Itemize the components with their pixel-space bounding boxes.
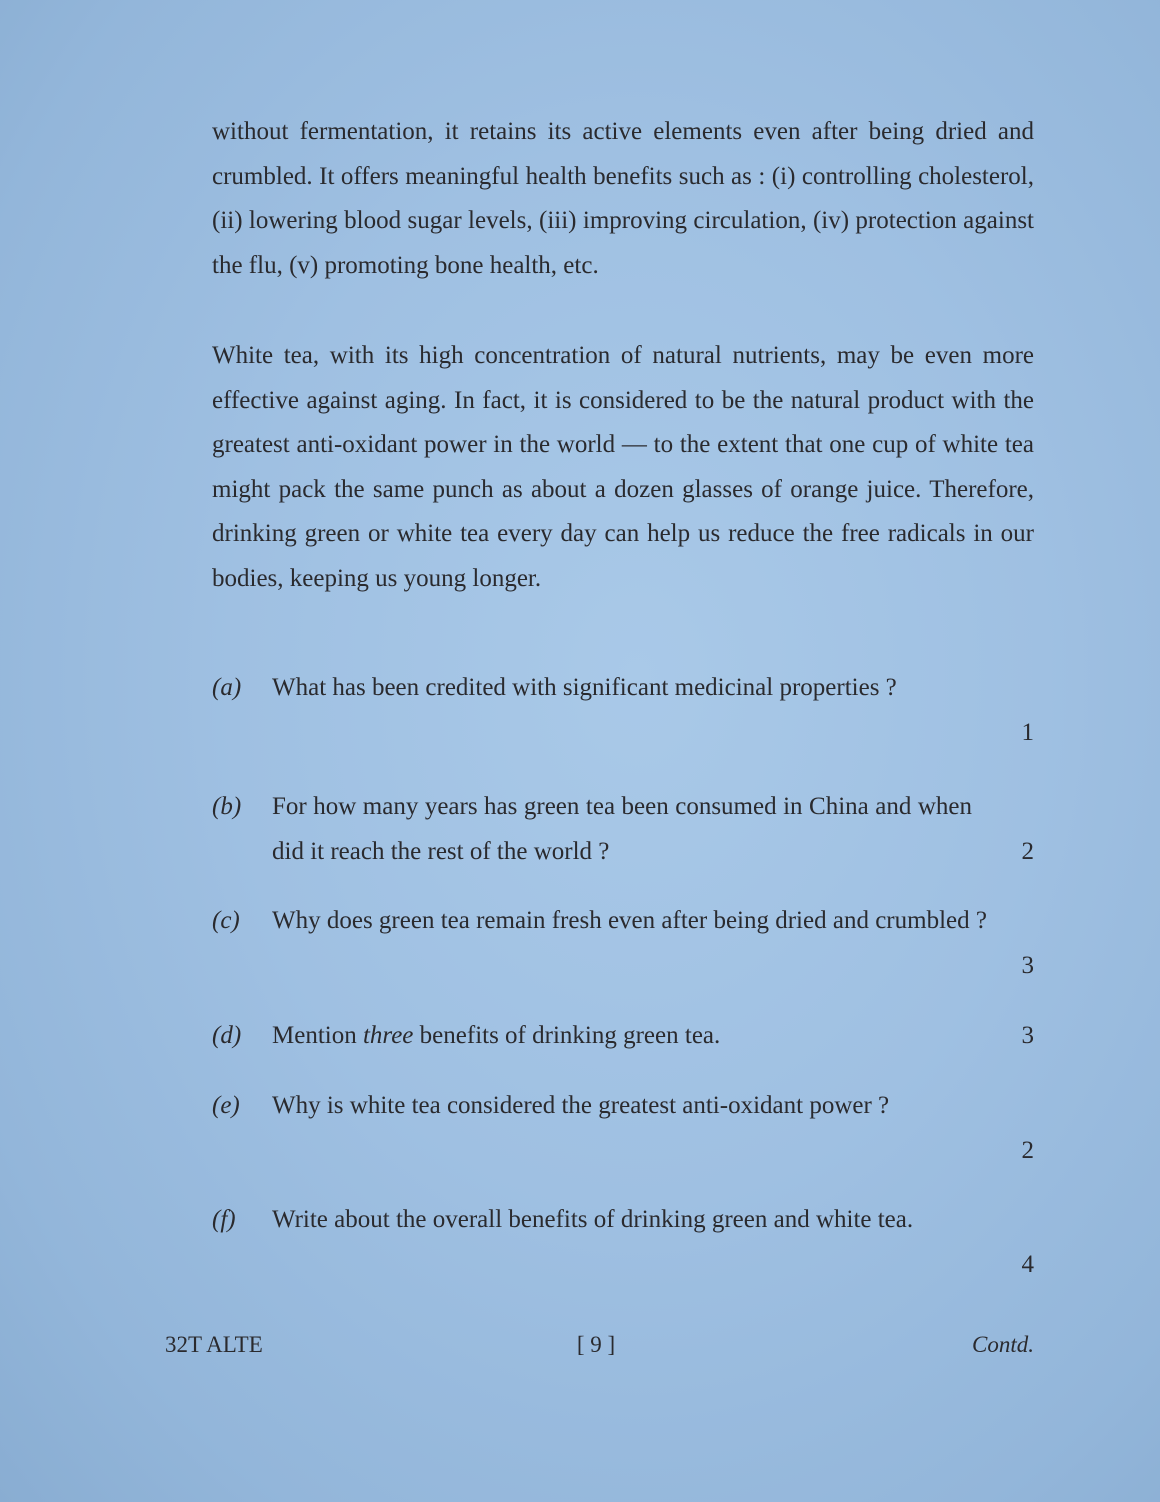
question-label: (b) [212, 793, 242, 820]
question-marks: 2 [1021, 838, 1034, 865]
question-label: (d) [212, 1022, 242, 1049]
question-marks: 2 [1021, 1137, 1034, 1164]
question-text: Write about the overall benefits of drinking green and white tea. [272, 1206, 914, 1233]
question-label: (a) [212, 674, 242, 701]
question-marks: 4 [1021, 1251, 1034, 1278]
question-label: (c) [212, 907, 240, 934]
question-text [272, 1013, 1034, 1058]
question-label: (f) [212, 1206, 236, 1233]
question-marks: 3 [1021, 952, 1034, 979]
question-text-emphasis: three [362, 1022, 414, 1049]
question-marks: 1 [1021, 719, 1034, 746]
question-text: What has been credited with significant medicinal properties ? [272, 674, 897, 701]
paper-code: 32T ALTE [165, 1332, 263, 1357]
question-text: Why does green tea remain fresh even after being dried and crumbled ? [272, 907, 987, 934]
question-text-after: benefits of drinking green tea. [413, 1022, 721, 1049]
question-text: For how many years has green tea been consumed in China and when did it reach the rest of the world ? [272, 793, 972, 865]
passage-paragraph-1: without fermentation, it retains its active elements even after being dried and crumbled. It offers meaningful health benefits such as : (i) controlling cholesterol, (ii) lowering blood sugar levels, (iii) improving circulation, (iv) protection against the flu, (v) promoting bone health, etc. [212, 118, 1034, 279]
question-marks: 3 [1021, 1022, 1034, 1049]
question-text-before: Mention [272, 1022, 363, 1049]
question-text: Why is white tea considered the greatest anti-oxidant power ? [272, 1092, 890, 1119]
page-number: [ 9 ] [576, 1332, 616, 1357]
passage-paragraph-2: White tea, with its high concentration of natural nutrients, may be even more effective against aging. In fact, it is considered to be the natural product with the greatest anti-oxidant power in the world — to the extent that one cup of white tea might pack the same punch as about a dozen glasses of orange juice. Therefore, drinking green or white tea every day can help us reduce the free radicals in our bodies, keeping us young longer. [212, 342, 1034, 592]
continued-note: Contd. [972, 1332, 1034, 1357]
question-label: (e) [212, 1092, 240, 1119]
